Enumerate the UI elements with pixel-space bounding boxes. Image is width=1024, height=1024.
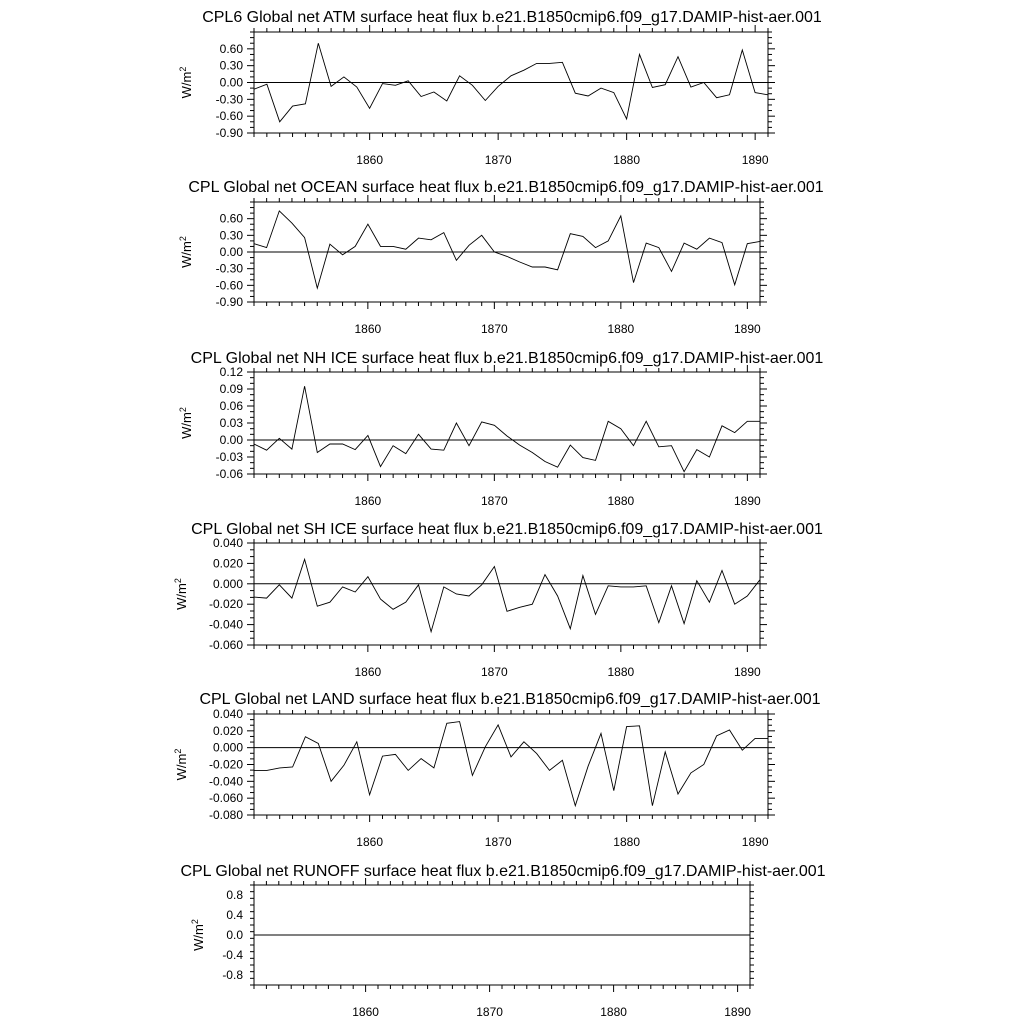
y-axis-label-superscript: 2 xyxy=(173,578,183,584)
y-axis-label xyxy=(178,67,194,99)
x-tick-label: 1860 xyxy=(354,665,382,679)
x-tick-label: 1890 xyxy=(733,494,761,508)
x-tick-label: 1860 xyxy=(356,153,384,167)
plot-frame xyxy=(254,372,760,474)
x-tick-label: 1880 xyxy=(613,835,641,849)
series-line xyxy=(254,386,760,472)
y-tick-label: -0.30 xyxy=(215,261,243,276)
y-axis-label-unit: W/m xyxy=(174,753,189,781)
x-tick-label: 1880 xyxy=(613,153,641,167)
chart-title: CPL Global net NH ICE surface heat flux b.e21.B1850cmip6.f09_g17.DAMIP-hist-aer.001 xyxy=(190,350,824,367)
y-tick-label: -0.60 xyxy=(215,278,243,293)
y-tick-label: 0.000 xyxy=(212,576,243,591)
y-axis-label xyxy=(173,578,189,610)
x-tick-label: 1870 xyxy=(480,494,508,508)
y-axis-label-superscript: 2 xyxy=(190,919,200,925)
chart-panel-1 xyxy=(178,9,822,167)
chart-panel-3 xyxy=(178,350,823,508)
y-tick-label: -0.060 xyxy=(208,638,243,652)
x-tick-label: 1880 xyxy=(607,665,635,679)
x-tick-label: 1870 xyxy=(480,322,508,336)
y-tick-label: 0.30 xyxy=(219,58,243,73)
x-tick-label: 1860 xyxy=(354,322,382,336)
chart-panel-2 xyxy=(178,179,824,336)
y-tick-label: -0.30 xyxy=(215,92,243,107)
y-tick-label: -0.90 xyxy=(215,295,243,309)
x-tick-label: 1870 xyxy=(476,1005,503,1019)
plot-frame xyxy=(254,543,760,645)
y-tick-label: -0.4 xyxy=(222,948,243,962)
chart-title: CPL Global net LAND surface heat flux b.e21.B1850cmip6.f09_g17.DAMIP-hist-aer.001 xyxy=(199,691,821,708)
chart-panel-6 xyxy=(180,863,825,1019)
y-tick-label: -0.020 xyxy=(208,597,243,612)
y-tick-label: 0.8 xyxy=(226,888,243,902)
y-tick-label: 0.000 xyxy=(212,740,243,755)
y-tick-label: 0.00 xyxy=(219,75,243,90)
y-tick-label: 0.00 xyxy=(219,245,243,259)
x-tick-label: 1860 xyxy=(356,835,384,849)
chart-title: CPL Global net OCEAN surface heat flux b.e21.B1850cmip6.f09_g17.DAMIP-hist-aer.001 xyxy=(188,179,824,196)
y-tick-label: 0.60 xyxy=(219,41,243,56)
y-axis-label-superscript: 2 xyxy=(178,66,188,72)
y-tick-label: 0.06 xyxy=(219,399,243,413)
y-axis-label xyxy=(178,236,194,268)
x-tick-label: 1890 xyxy=(724,1005,751,1019)
y-axis-label-unit: W/m xyxy=(179,241,194,268)
y-tick-label: -0.040 xyxy=(208,774,243,789)
y-tick-label: -0.90 xyxy=(215,126,243,140)
y-axis-label-unit: W/m xyxy=(191,924,206,951)
y-tick-label: -0.03 xyxy=(215,450,243,464)
chart-panel-5 xyxy=(173,691,821,849)
y-axis-label-unit: W/m xyxy=(179,412,194,439)
x-tick-label: 1860 xyxy=(352,1005,379,1019)
y-tick-label: 0.12 xyxy=(219,365,243,379)
y-tick-label: -0.60 xyxy=(215,109,243,124)
chart-title: CPL6 Global net ATM surface heat flux b.e21.B1850cmip6.f09_g17.DAMIP-hist-aer.001 xyxy=(202,9,822,26)
x-tick-label: 1890 xyxy=(733,665,761,679)
y-tick-label: -0.8 xyxy=(222,968,243,982)
x-tick-label: 1870 xyxy=(480,665,508,679)
y-tick-label: 0.60 xyxy=(219,211,243,226)
y-axis-label-superscript: 2 xyxy=(173,748,183,754)
y-axis-label xyxy=(173,749,189,781)
series-line xyxy=(254,559,760,631)
y-axis-label-unit: W/m xyxy=(174,583,189,610)
series-line xyxy=(254,211,760,288)
y-axis-label-unit: W/m xyxy=(179,71,194,99)
x-tick-label: 1870 xyxy=(484,153,512,167)
y-tick-label: -0.020 xyxy=(208,757,243,772)
y-tick-label: -0.080 xyxy=(208,808,243,822)
y-tick-label: -0.06 xyxy=(215,467,243,481)
x-tick-label: 1890 xyxy=(741,153,769,167)
y-tick-label: 0.4 xyxy=(226,908,243,922)
y-tick-label: 0.09 xyxy=(219,382,243,396)
y-tick-label: -0.060 xyxy=(208,791,243,806)
y-tick-label: 0.00 xyxy=(219,433,243,447)
y-tick-label: 0.0 xyxy=(226,928,243,942)
y-axis-label-superscript: 2 xyxy=(178,407,188,413)
series-line xyxy=(254,722,768,806)
y-tick-label: 0.040 xyxy=(212,536,243,550)
y-tick-label: 0.040 xyxy=(212,707,243,721)
y-axis-label-superscript: 2 xyxy=(178,236,188,242)
chart-title: CPL Global net RUNOFF surface heat flux b.e21.B1850cmip6.f09_g17.DAMIP-hist-aer.001 xyxy=(180,863,826,880)
y-tick-label: 0.020 xyxy=(212,723,243,738)
x-tick-label: 1880 xyxy=(607,322,635,336)
y-tick-label: 0.30 xyxy=(219,228,243,243)
x-tick-label: 1860 xyxy=(354,494,382,508)
x-tick-label: 1880 xyxy=(600,1005,627,1019)
plot-frame xyxy=(254,714,768,815)
chart-title: CPL Global net SH ICE surface heat flux b.e21.B1850cmip6.f09_g17.DAMIP-hist-aer.001 xyxy=(191,521,823,538)
chart-panel-4 xyxy=(173,521,823,679)
x-tick-label: 1870 xyxy=(484,835,512,849)
y-tick-label: 0.03 xyxy=(219,416,243,430)
x-tick-label: 1890 xyxy=(741,835,769,849)
y-tick-label: 0.020 xyxy=(212,556,243,571)
x-tick-label: 1890 xyxy=(733,322,761,336)
y-axis-label xyxy=(190,919,206,951)
x-tick-label: 1880 xyxy=(607,494,635,508)
y-tick-label: -0.040 xyxy=(208,617,243,632)
y-axis-label xyxy=(178,407,194,439)
